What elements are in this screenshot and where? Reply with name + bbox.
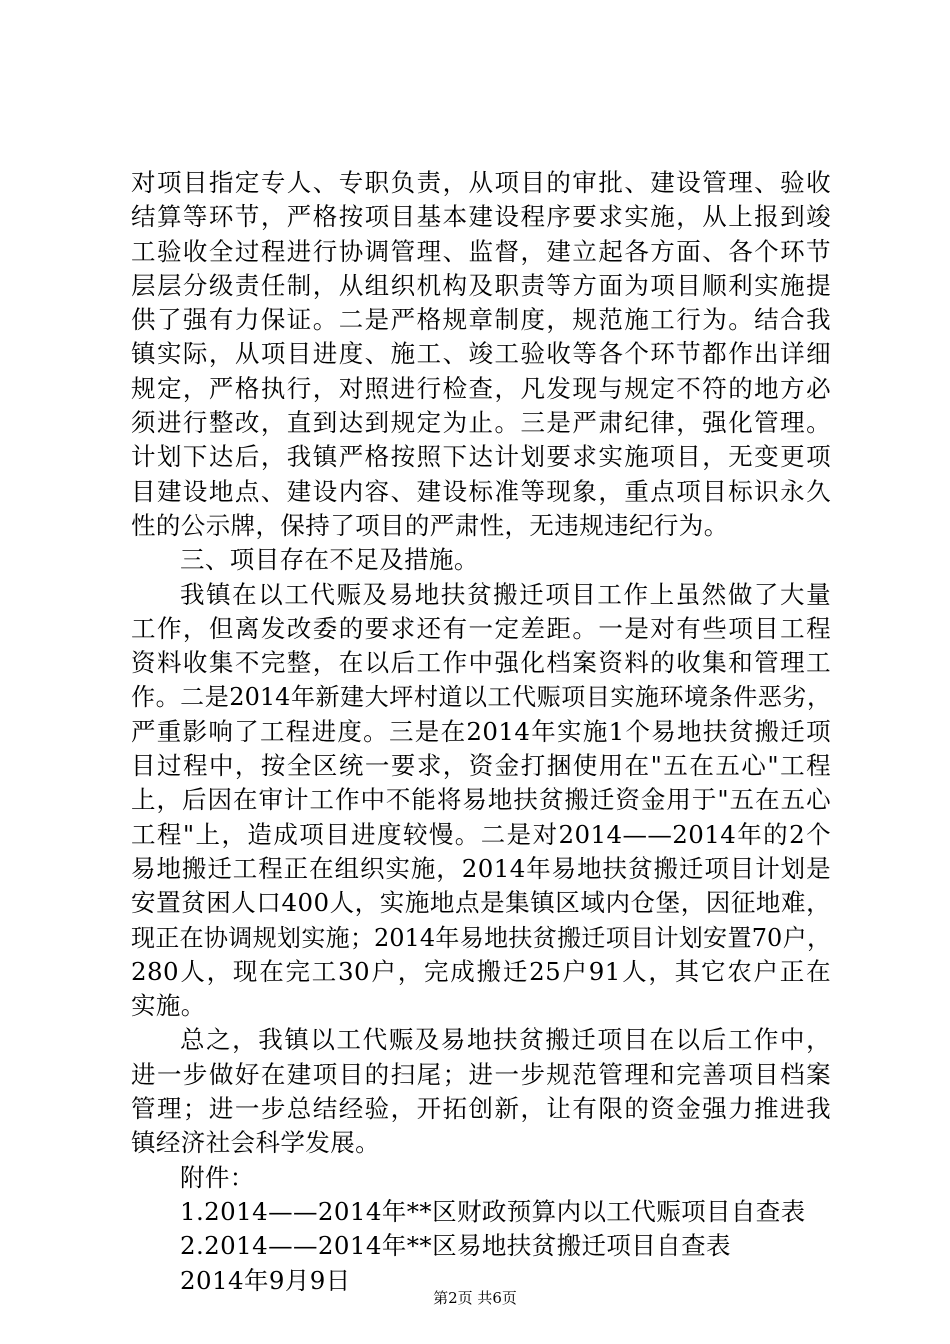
document-body <box>131 166 831 1298</box>
text-line: 易地搬迁工程正在组织实施，2014年易地扶贫搬迁项目计划是 <box>131 853 831 883</box>
text-line: 现正在协调规划实施；2014年易地扶贫搬迁项目计划安置70户， <box>131 923 831 952</box>
text-line: 进一步做好在建项目的扫尾；进一步规范管理和完善项目档案 <box>131 1059 831 1089</box>
text-line: 计划下达后，我镇严格按照下达计划要求实施项目，无变更项 <box>131 442 831 472</box>
text-line: 1.2014——2014年**区财政预算内以工代赈项目自查表 <box>180 1196 806 1226</box>
text-line: 工程"上，造成项目进度较慢。二是对2014——2014年的2个 <box>131 819 831 849</box>
text-line: 上，后因在审计工作中不能将易地扶贫搬迁资金用于"五在五心 <box>131 785 831 815</box>
text-line: 实施。 <box>131 991 206 1021</box>
text-line: 严重影响了工程进度。三是在2014年实施1个易地扶贫搬迁项 <box>131 716 831 746</box>
text-line: 工验收全过程进行协调管理、监督，建立起各方面、各个环节 <box>131 236 831 266</box>
text-line: 性的公示牌，保持了项目的严肃性，无违规违纪行为。 <box>131 510 729 540</box>
text-line: 总之，我镇以工代赈及易地扶贫搬迁项目在以后工作中， <box>180 1025 831 1055</box>
text-line: 须进行整改，直到达到规定为止。三是严肃纪律，强化管理。 <box>131 408 831 438</box>
page-footer: 第2页 共6页 <box>433 1289 517 1307</box>
text-line: 2014年9月9日 <box>180 1265 351 1295</box>
text-line: 管理；进一步总结经验，开拓创新，让有限的资金强力推进我 <box>131 1094 831 1124</box>
text-line: 安置贫困人口400人，实施地点是集镇区域内仓堡，因征地难， <box>131 888 831 918</box>
text-line: 目过程中，按全区统一要求，资金打捆使用在"五在五心"工程 <box>131 751 831 781</box>
text-line: 附件： <box>180 1162 255 1192</box>
text-line: 目建设地点、建设内容、建设标准等现象，重点项目标识永久 <box>131 476 831 506</box>
text-line: 工作，但离发改委的要求还有一定差距。一是对有些项目工程 <box>131 613 831 643</box>
text-line: 镇实际，从项目进度、施工、竣工验收等各个环节都作出详细 <box>131 339 831 369</box>
text-line: 280人，现在完工30户，完成搬迁25户91人，其它农户正在 <box>131 956 831 986</box>
text-line: 2.2014——2014年**区易地扶贫搬迁项目自查表 <box>180 1231 731 1261</box>
text-line: 三、项目存在不足及措施。 <box>180 545 479 575</box>
text-line: 对项目指定专人、专职负责，从项目的审批、建设管理、验收 <box>131 168 831 197</box>
text-line: 镇经济社会科学发展。 <box>131 1128 380 1158</box>
text-line: 层层分级责任制，从组织机构及职责等方面为项目顺利实施提 <box>131 270 831 300</box>
text-line: 资料收集不完整，在以后工作中强化档案资料的收集和管理工 <box>131 648 831 678</box>
text-line: 我镇在以工代赈及易地扶贫搬迁项目工作上虽然做了大量 <box>180 579 831 609</box>
text-line: 供了强有力保证。二是严格规章制度，规范施工行为。结合我 <box>131 305 831 335</box>
text-line: 作。二是2014年新建大坪村道以工代赈项目实施环境条件恶劣， <box>131 683 831 712</box>
text-line: 规定，严格执行，对照进行检查，凡发现与规定不符的地方必 <box>131 373 831 403</box>
text-line: 结算等环节，严格按项目基本建设程序要求实施，从上报到竣 <box>131 202 831 232</box>
